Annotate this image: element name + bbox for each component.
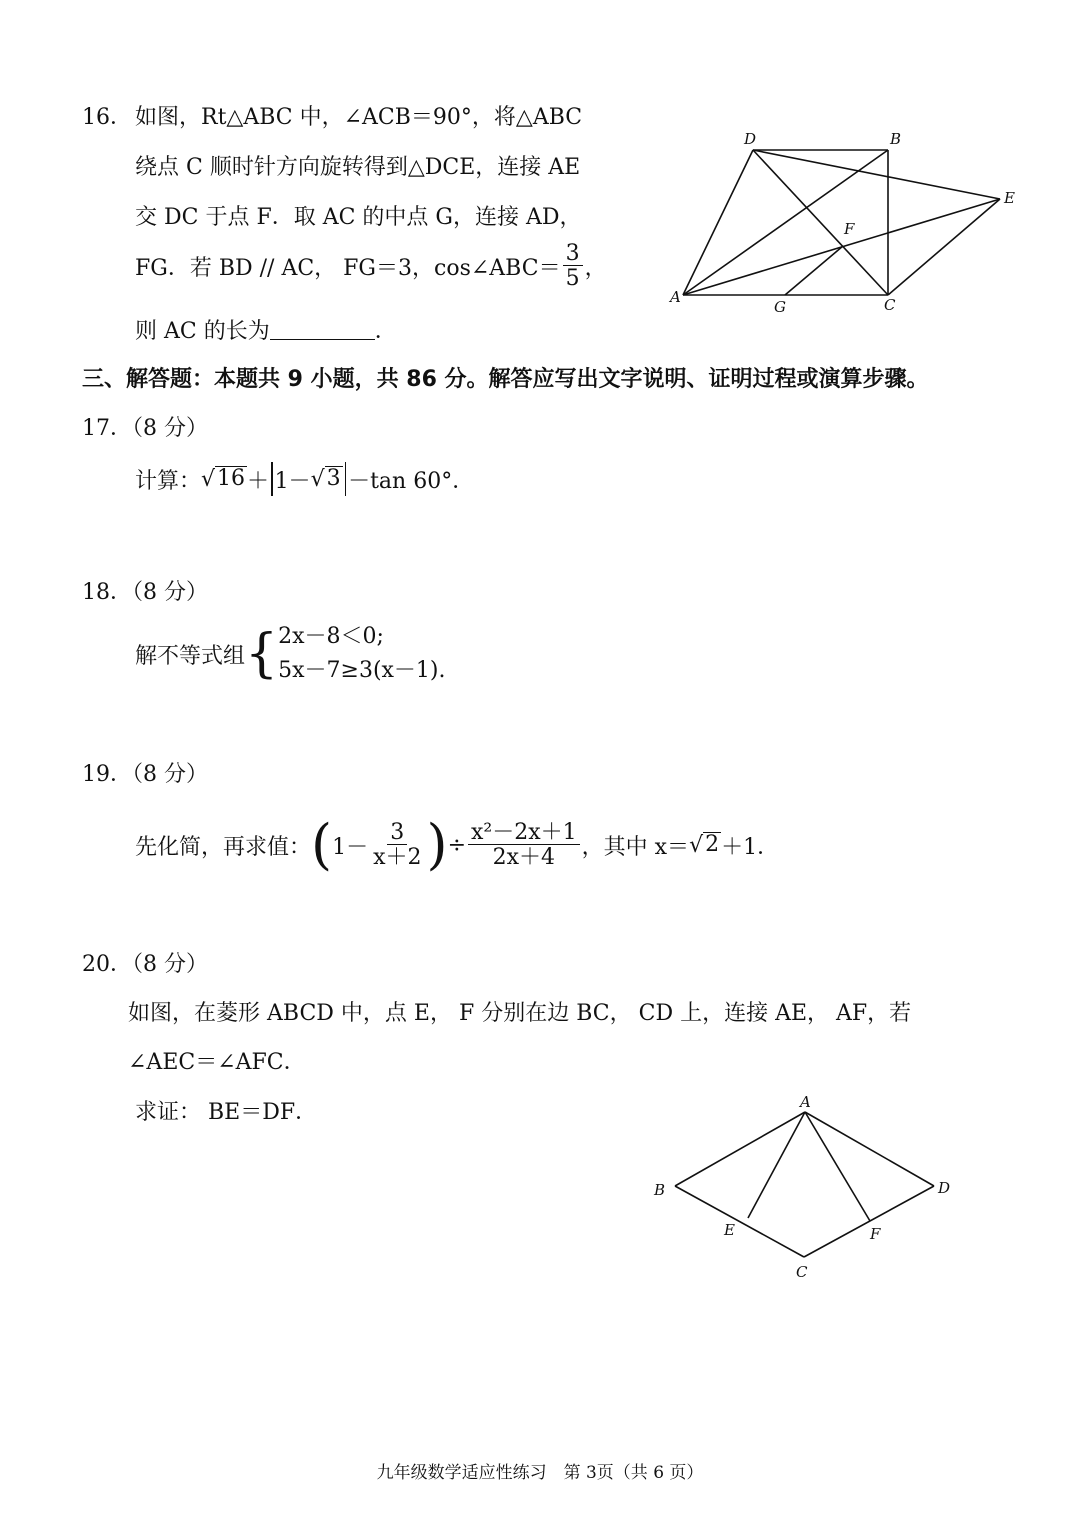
q16-figure <box>660 122 1030 322</box>
segment-BA <box>683 150 888 295</box>
segment-GF <box>785 246 843 295</box>
q17-sqrt16: 16 <box>217 466 246 492</box>
q20-figure <box>640 1085 970 1285</box>
label-D: D <box>938 1179 951 1197</box>
abs-bar-left <box>271 462 273 496</box>
q20-line2: ∠AEC＝∠AFC． <box>128 1050 306 1075</box>
q16-line4 <box>135 243 607 290</box>
q18-inequalities <box>278 620 445 688</box>
segment-EC <box>888 199 1000 295</box>
label-C: C <box>796 1263 808 1281</box>
segment-DA <box>683 150 753 295</box>
q17-plus: ＋ <box>247 468 270 494</box>
q19-div: ÷ <box>447 832 467 858</box>
sqrt-sign: √ <box>310 466 325 492</box>
q17-abs-inner: 1－ <box>274 468 311 494</box>
q19-tail-b: ＋1． <box>721 834 780 860</box>
q16-cos-fraction <box>563 243 583 290</box>
q19-frac2-den: 2x＋4 <box>492 844 556 870</box>
q20-header: 20．（8 分） <box>82 952 208 977</box>
paren-right: ) <box>426 813 448 876</box>
q19-sqrt2: 2 <box>705 832 720 858</box>
q17-rest: －tan 60°． <box>348 468 475 494</box>
q18-prefix: 解不等式组 <box>135 643 246 669</box>
q19-frac1-den: x＋2 <box>373 844 422 870</box>
label-F: F <box>870 1225 881 1243</box>
label-E: E <box>1004 189 1015 207</box>
page-footer: 九年级数学适应性练习 第 3页（共 6 页） <box>376 1463 704 1483</box>
sqrt-sign: √ <box>689 832 704 858</box>
q19-one-minus: 1－ <box>332 834 369 860</box>
q16-line2: 绕点 C 顺时针方向旋转得到△DCE，连接 AE <box>135 155 581 180</box>
q16-line4-tail: ， <box>584 256 607 281</box>
segment-AD <box>805 1112 934 1186</box>
segment-DC <box>804 1186 934 1257</box>
q16-line5 <box>135 314 397 345</box>
label-F: F <box>844 220 855 238</box>
q19-tail-a: ，其中 x＝ <box>581 834 690 860</box>
q17-expression <box>135 462 474 496</box>
q16-line5-tail: ． <box>374 319 397 344</box>
q19-header: 19．（8 分） <box>82 762 208 787</box>
q16-line4-text: FG．若 BD // AC， FG＝3，cos∠ABC＝ <box>135 256 561 281</box>
q16-frac-num: 3 <box>563 243 583 266</box>
q16-answer-blank[interactable] <box>270 321 375 340</box>
q19-prefix: 先化简，再求值： <box>135 834 312 860</box>
sqrt-sign: √ <box>201 466 216 492</box>
abs-bar-right <box>345 462 347 496</box>
section-3-heading: 三、解答题：本题共 9 小题，共 86 分。解答应写出文字说明、证明过程或演算步骤。 <box>82 367 929 392</box>
label-B: B <box>890 130 902 148</box>
q18-system <box>135 620 446 688</box>
q17-prefix: 计算： <box>135 468 202 494</box>
q19-expression <box>135 813 780 876</box>
label-B: B <box>654 1181 666 1199</box>
segment-BC <box>675 1186 804 1257</box>
q20-line3: 求证： BE＝DF． <box>135 1100 318 1125</box>
label-D: D <box>744 130 757 148</box>
label-E: E <box>724 1221 735 1239</box>
q19-frac1-num: 3 <box>387 822 407 845</box>
label-C: C <box>884 296 896 314</box>
label-G: G <box>774 298 786 316</box>
label-A: A <box>670 288 681 306</box>
q16-line1: 如图，Rt△ABC 中，∠ACB＝90°，将△ABC <box>135 105 583 130</box>
label-A: A <box>800 1093 811 1111</box>
q20-line1: 如图，在菱形 ABCD 中，点 E， F 分别在边 BC， CD 上，连接 AE， AF，若 <box>128 1001 912 1026</box>
q16-line3: 交 DC 于点 F．取 AC 的中点 G，连接 AD， <box>135 205 582 230</box>
q16-line5-text: 则 AC 的长为 <box>135 319 270 344</box>
q18-ineq1: 2x－8＜0; <box>278 624 384 649</box>
brace-icon: { <box>245 624 279 685</box>
segment-DC <box>753 150 888 295</box>
q19-frac1 <box>370 819 424 870</box>
q19-frac2-num: x²－2x＋1 <box>468 822 580 845</box>
paren-left: ( <box>311 813 333 876</box>
q16-frac-den: 5 <box>565 266 580 291</box>
q18-ineq2: 5x－7≥3(x－1). <box>278 658 446 684</box>
q17-header: 17．（8 分） <box>82 416 208 441</box>
q17-sqrt3: 3 <box>326 466 341 492</box>
q19-frac2 <box>468 819 580 870</box>
q16-number: 16． <box>82 105 132 130</box>
q18-header: 18．（8 分） <box>82 580 208 605</box>
segment-AF <box>805 1112 870 1221</box>
